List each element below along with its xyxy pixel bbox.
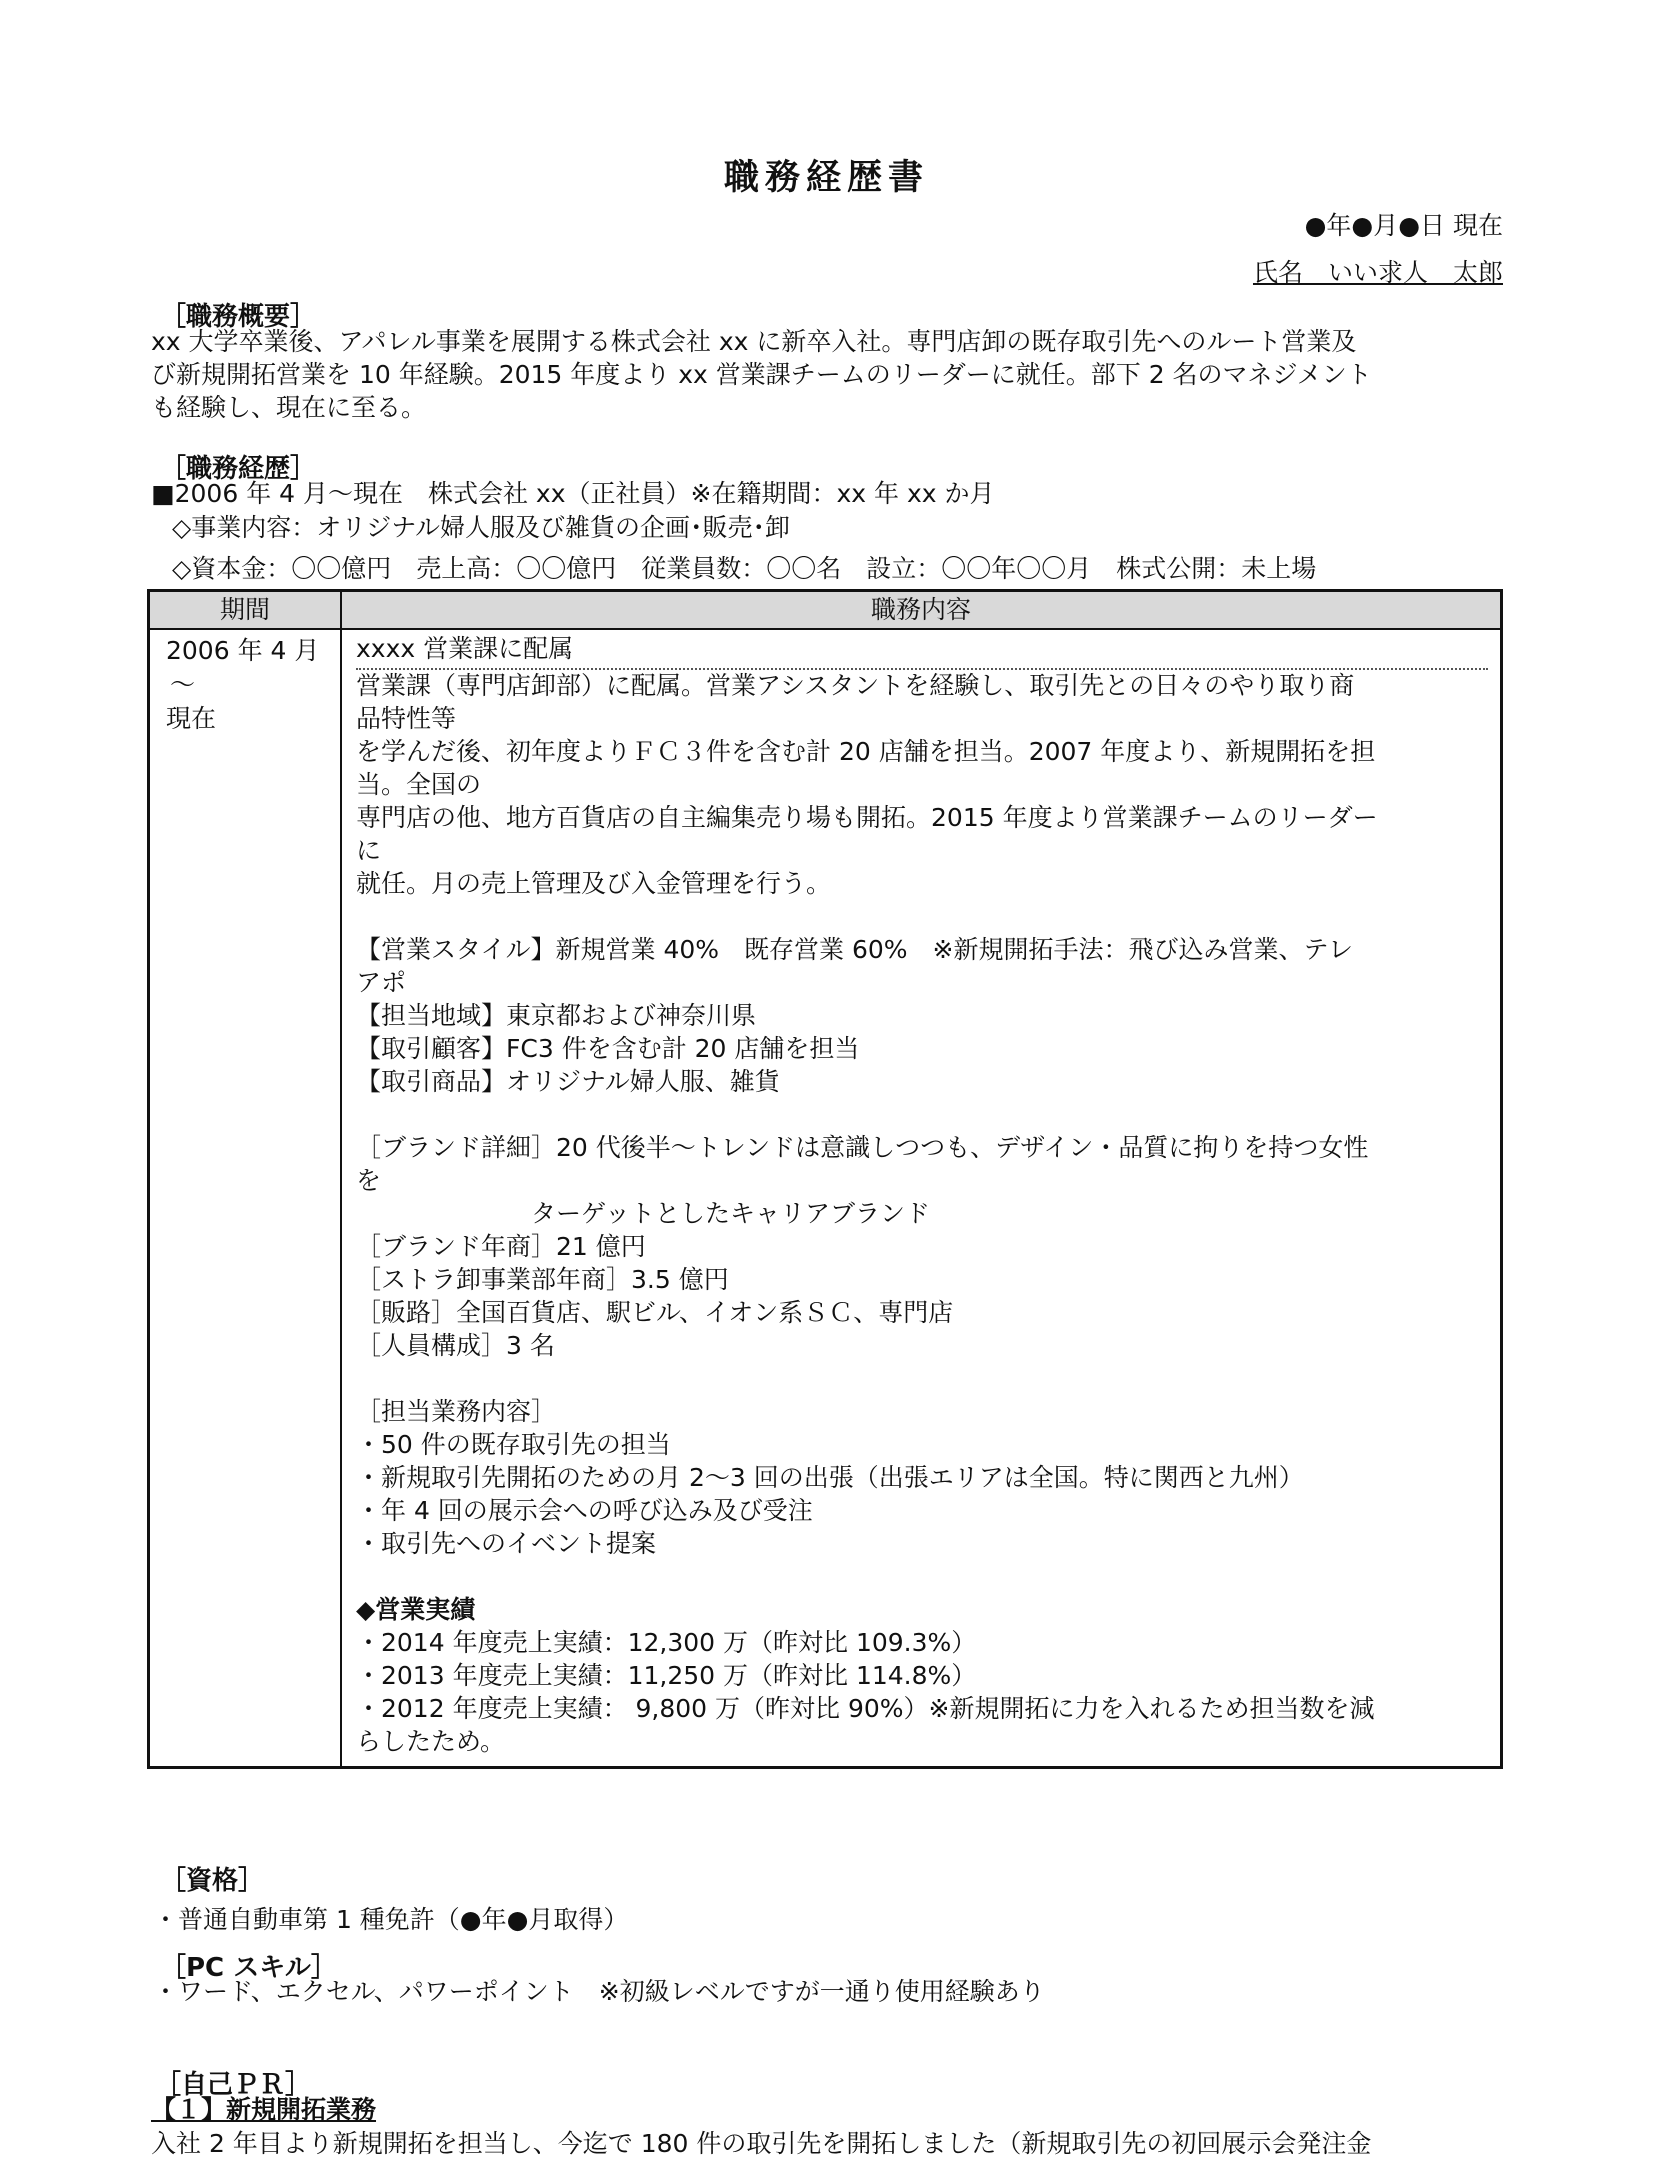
qualifications-heading: ［資格］ xyxy=(160,1866,265,1896)
content-cell xyxy=(356,632,1486,1758)
qualification-item: ・普通自動車第 1 種免許（●年●月取得） xyxy=(153,1905,629,1934)
results-line: ・2013 年度売上実績：11,250 万（昨対比 114.8%） xyxy=(356,1661,977,1690)
content-line: 【担当地域】東京都および神奈川県 xyxy=(356,1001,757,1030)
period-cell xyxy=(166,634,319,736)
content-line: 営業課（専門店卸部）に配属。営業アシスタントを経験し、取引先との日々のやり取り商 xyxy=(356,671,1355,700)
content-line: ［人員構成］3 名 xyxy=(356,1331,555,1360)
self-pr-heading: ［自己ＰＲ］ xyxy=(155,2070,312,2100)
summary-line: xx 大学卒業後、アパレル事業を展開する株式会社 xx に新卒入社。専門店卸の既存取引先へのルート営業及 xyxy=(151,327,1357,356)
content-line: 品特性等 xyxy=(356,704,457,733)
period-line: 2006 年 4 月 xyxy=(166,636,320,665)
period-line: 現在 xyxy=(166,704,217,733)
content-line: ・年 4 回の展示会への呼び込み及び受注 xyxy=(356,1496,813,1525)
column-divider xyxy=(340,592,342,1766)
content-line: に xyxy=(356,836,382,865)
content-line: 【取引顧客】FC3 件を含む計 20 店舗を担当 xyxy=(356,1034,860,1063)
content-line: ［販路］全国百貨店、駅ビル、イオン系ＳＣ、専門店 xyxy=(356,1298,954,1327)
results-line: らしたため。 xyxy=(356,1727,506,1756)
summary-heading: ［職務概要］ xyxy=(160,302,317,332)
content-line: ターゲットとしたキャリアブランド xyxy=(356,1199,931,1228)
content-line: 当。全国の xyxy=(356,770,482,799)
table-header xyxy=(150,592,1500,630)
results-heading: ◆営業実績 xyxy=(356,1595,476,1624)
history-heading: ［職務経歴］ xyxy=(160,454,317,484)
applicant-name: 氏名 いい求人 太郎 xyxy=(1252,258,1503,287)
content-line: ［ストラ卸事業部年商］3.5 億円 xyxy=(356,1265,729,1294)
header-period: 期間 xyxy=(219,595,270,624)
content-line: ・取引先へのイベント提案 xyxy=(356,1529,657,1558)
content-line: を学んだ後、初年度よりＦＣ３件を含む計 20 店舗を担当。2007 年度より、新規開拓を担 xyxy=(356,737,1376,766)
results-line: ・2012 年度売上実績： 9,800 万（昨対比 90%）※新規開拓に力を入れるため担当数を減 xyxy=(356,1694,1375,1723)
content-line: ・新規取引先開拓のための月 2～3 回の出張（出張エリアは全国。特に関西と九州） xyxy=(356,1463,1304,1492)
business-line: ◇事業内容：オリジナル婦人服及び雑貨の企画･販売･卸 xyxy=(172,513,790,542)
capital-line: ◇資本金：〇〇億円 売上高：〇〇億円 従業員数：〇〇名 設立：〇〇年〇〇月 株式公開：未上場 xyxy=(172,554,1317,583)
summary-line: も経験し、現在に至る。 xyxy=(151,393,427,422)
document-title: 職務経歴書 xyxy=(723,158,929,198)
content-line xyxy=(356,1362,1486,1395)
header-content: 職務内容 xyxy=(870,595,971,624)
content-line: ・50 件の既存取引先の担当 xyxy=(356,1430,671,1459)
self-pr-subheading: 【１】新規開拓業務 xyxy=(151,2095,377,2124)
content-line: アポ xyxy=(356,968,407,997)
content-line: ［ブランド詳細］20 代後半～トレンドは意識しつつも、デザイン・品質に拘りを持つ女性 xyxy=(356,1133,1369,1162)
results-line: ・2014 年度売上実績：12,300 万（昨対比 109.3%） xyxy=(356,1628,977,1657)
content-line: 専門店の他、地方百貨店の自主編集売り場も開拓。2015 年度より営業課チームのリーダー xyxy=(356,803,1378,832)
company-line: ■2006 年 4 月～現在 株式会社 xx（正社員）※在籍期間：xx 年 xx か月 xyxy=(151,479,995,508)
pc-skills-heading: ［PC スキル］ xyxy=(160,1953,337,1983)
self-pr-line: 入社 2 年目より新規開拓を担当し、今迄で 180 件の取引先を開拓しました（新規取引先の初回展示会発注金 xyxy=(151,2129,1372,2158)
period-line: ～ xyxy=(170,670,196,699)
dept-line: xxxx 営業課に配属 xyxy=(356,634,574,663)
content-line xyxy=(356,1098,1486,1131)
content-line: を xyxy=(356,1166,382,1195)
content-line: 就任。月の売上管理及び入金管理を行う。 xyxy=(356,869,832,898)
summary-line: び新規開拓営業を 10 年経験。2015 年度より xx 営業課チームのリーダーに就任。部下 2 名のマネジメント xyxy=(151,360,1372,389)
career-table xyxy=(147,589,1503,1769)
content-line xyxy=(356,900,1486,933)
pc-skills-item: ・ワード、エクセル、パワーポイント ※初級レベルですが一通り使用経験あり xyxy=(153,1977,1045,2006)
content-line: 【営業スタイル】新規営業 40% 既存営業 60% ※新規開拓手法：飛び込み営業、テレ xyxy=(356,935,1353,964)
content-line: ［ブランド年商］21 億円 xyxy=(356,1232,646,1261)
summary-text xyxy=(151,325,1511,424)
document-date: ●年●月●日 現在 xyxy=(1304,211,1503,240)
content-line xyxy=(356,1560,1486,1593)
content-line: 【取引商品】オリジナル婦人服、雑貨 xyxy=(356,1067,780,1096)
content-line: ［担当業務内容］ xyxy=(356,1397,557,1426)
